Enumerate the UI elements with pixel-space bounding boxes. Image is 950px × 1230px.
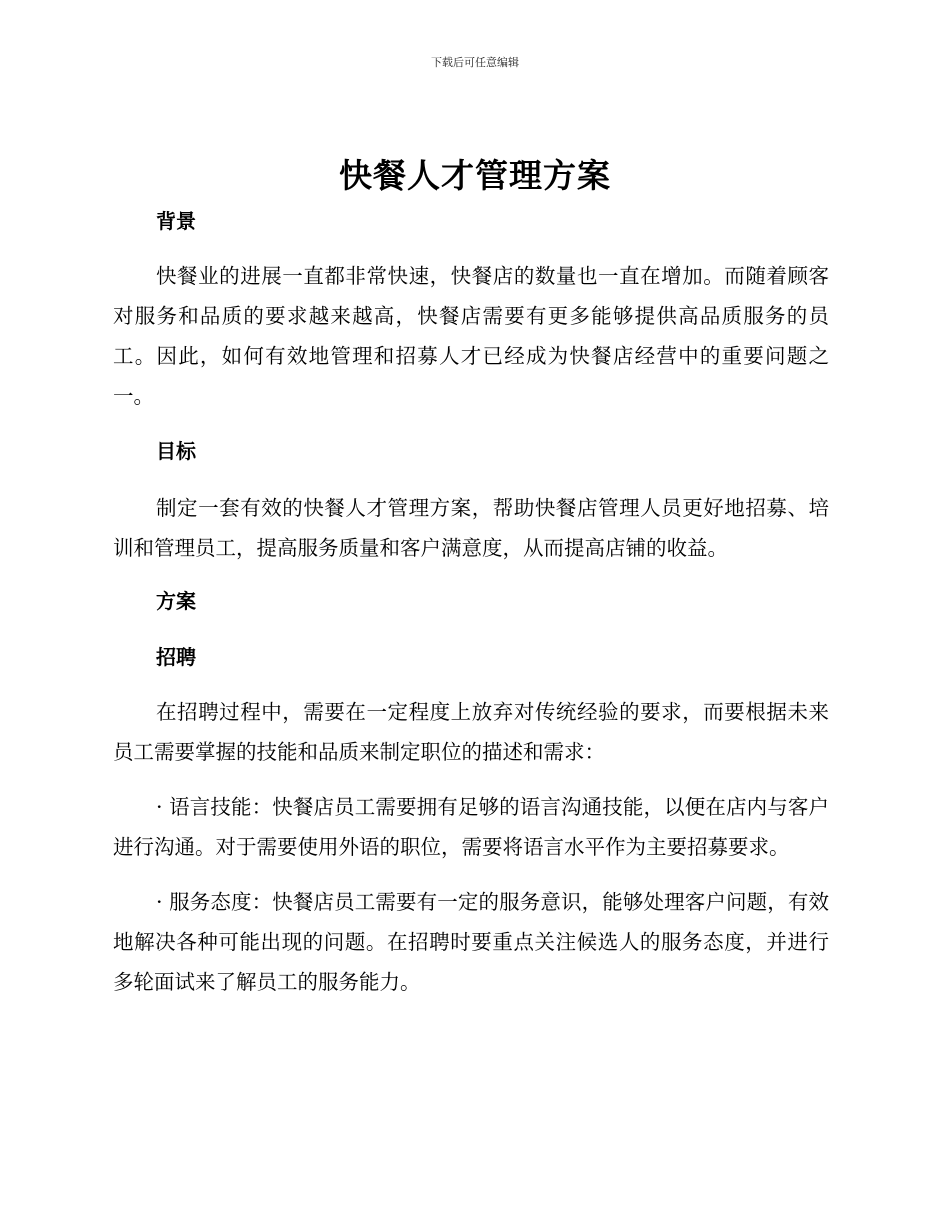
paragraph-recruitment-intro: 在招聘过程中，需要在一定程度上放弃对传统经验的要求，而要根据未来员工需要掌握的技能和品质来制定职位的描述和需求：	[113, 700, 829, 764]
section-heading-background: 背景	[156, 209, 196, 233]
list-item-language-skills: · 语言技能：快餐店员工需要拥有足够的语言沟通技能，以便在店内与客户进行沟通。对于需要使用外语的职位，需要将语言水平作为主要招募要求。	[113, 795, 829, 859]
paragraph-background: 快餐业的进展一直都非常快速，快餐店的数量也一直在增加。而随着顾客对服务和品质的要求越来越高，快餐店需要有更多能够提供高品质服务的员工。因此，如何有效地管理和招募人才已经成为快餐店经营中的重要问题之一。	[113, 264, 829, 408]
section-heading-plan: 方案	[156, 589, 196, 613]
section-heading-goal: 目标	[156, 439, 196, 463]
document-title: 快餐人才管理方案	[339, 156, 611, 195]
paragraph-goal: 制定一套有效的快餐人才管理方案，帮助快餐店管理人员更好地招募、培训和管理员工，提高服务质量和客户满意度，从而提高店铺的收益。	[113, 496, 829, 560]
section-heading-recruitment: 招聘	[156, 645, 196, 669]
page-header-note: 下载后可任意编辑	[431, 56, 519, 69]
document-body	[113, 206, 829, 1002]
list-item-service-attitude: · 服务态度：快餐店员工需要有一定的服务意识，能够处理客户问题，有效地解决各种可能出现的问题。在招聘时要重点关注候选人的服务态度，并进行多轮面试来了解员工的服务能力。	[113, 890, 829, 994]
